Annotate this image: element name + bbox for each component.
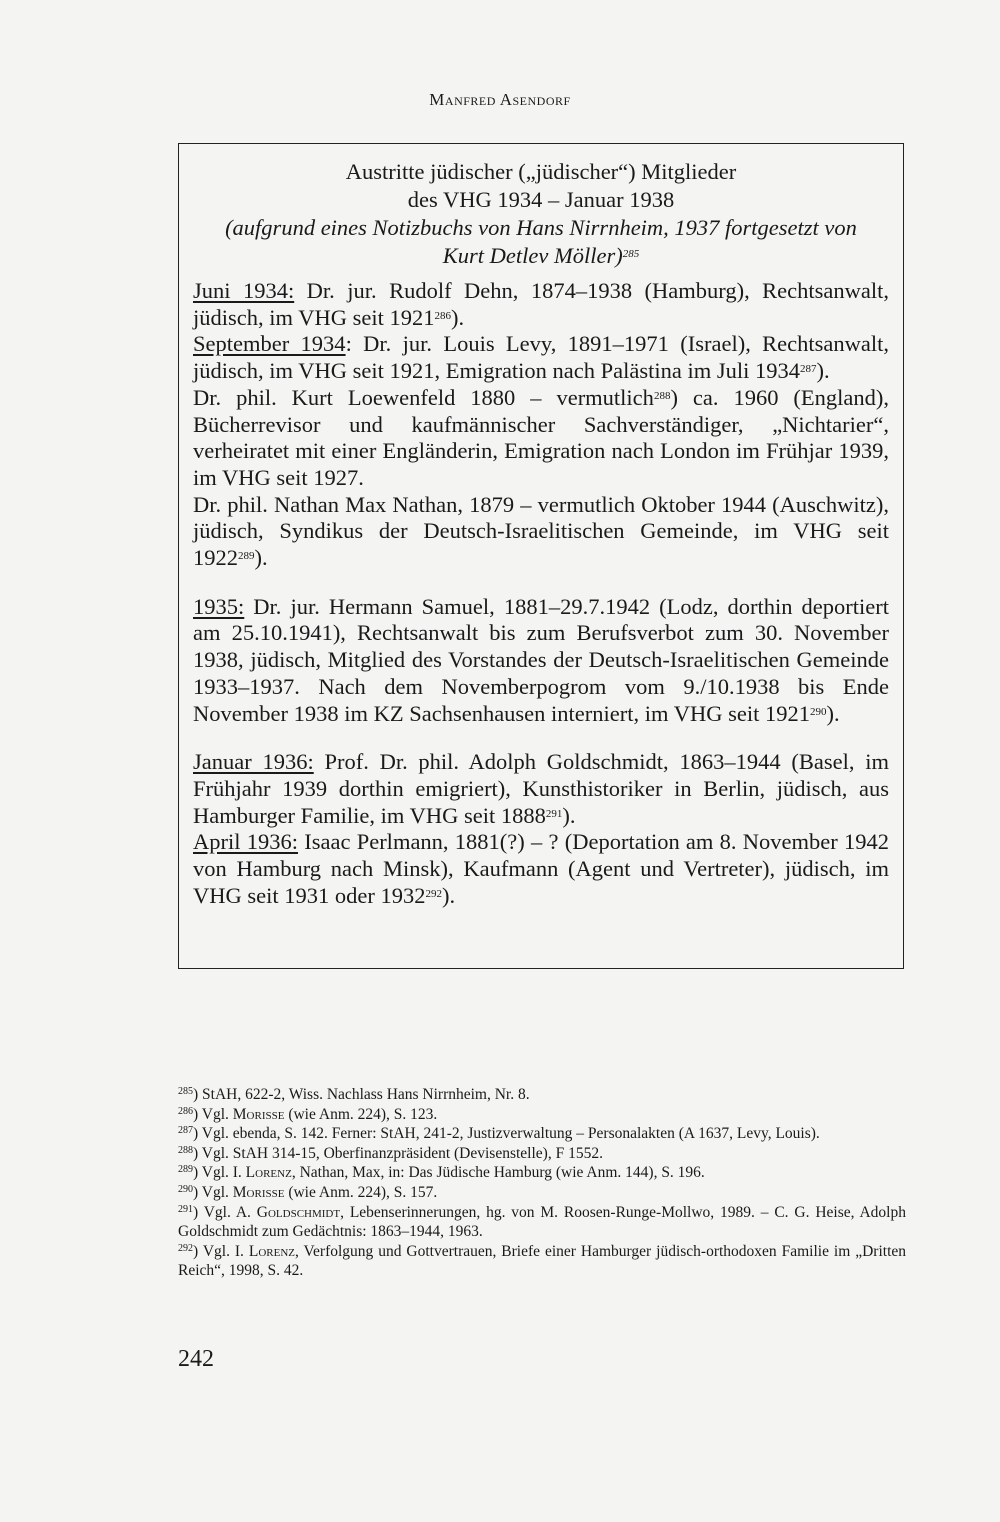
footnote-text: ) Vgl. A. — [193, 1203, 257, 1221]
entry-nathan — [193, 492, 889, 572]
footnote-text: ) Vgl. ebenda, S. 142. Ferner: StAH, 241-2, Justizverwaltung – Personalakten (A 1637, Levy, Louis). — [193, 1125, 820, 1143]
footnote-289 — [178, 1163, 906, 1183]
entry-levy — [193, 331, 889, 384]
author-name: Lorenz — [245, 1164, 292, 1182]
footnote-number: 285 — [178, 1086, 193, 1097]
title-line-2: des VHG 1934 – Januar 1938 — [407, 187, 675, 212]
entry-text: Dr. jur. Rudolf Dehn, 1874–1938 (Hamburg), Rechtsanwalt, jüdisch, im VHG seit 1921 — [193, 278, 889, 330]
subtitle-line-1: (aufgrund eines Notizbuchs von Hans Nirrnheim, 1937 fortgesetzt von — [225, 215, 857, 240]
author-name: Morisse — [232, 1183, 285, 1201]
entry-date: September 1934 — [193, 331, 346, 357]
subtitle-line-2-text: Kurt Detlev Möller) — [442, 243, 623, 268]
footnote-number: 291 — [178, 1203, 193, 1215]
footnote-287 — [178, 1124, 906, 1144]
footnote-ref: 289 — [238, 550, 255, 563]
section-gap — [193, 727, 889, 749]
title-line-1: Austritte jüdischer („jüdischer“) Mitglieder — [345, 159, 737, 184]
entry-date: Juni 1934: — [193, 278, 295, 303]
author-name: Morisse — [232, 1105, 285, 1123]
footnote-text: ) Vgl. — [193, 1183, 233, 1201]
footnote-text: ) Vgl. I. — [193, 1242, 249, 1260]
footnote-text: ) StAH, 622-2, Wiss. Nachlass Hans Nirrnheim, Nr. 8. — [193, 1086, 530, 1103]
footnote-291 — [178, 1203, 906, 1242]
entry-list — [193, 278, 889, 909]
footnote-text-rest: , Nathan, Max, in: Das Jüdische Hamburg (wie Anm. 144), S. 196. — [291, 1164, 705, 1182]
entry-text: Dr. phil. Nathan Max Nathan, 1879 – vermutlich Oktober 1944 (Auschwitz), jüdisch, Syndikus der Deutsch-Israelitischen Gemeinde, im VHG seit 1922 — [193, 491, 889, 571]
footnote-ref: 291 — [545, 807, 563, 820]
footnote-text-rest: , Verfolgung und Gottvertrauen, Briefe einer Hamburger jüdisch-orthodoxen Familie im „Dritten Reich“, 1998, S. 42. — [178, 1242, 906, 1280]
entry-text: Isaac Perlmann, 1881(?) – ? (Deportation am 8. November 1942 von Hamburg nach Minsk), Kaufmann (Agent und Vertreter), jüdisch, im VHG seit 1931 oder 1932 — [193, 829, 889, 908]
footnote-ref: 290 — [809, 705, 827, 718]
footnotes — [178, 1085, 906, 1281]
footnote-285 — [178, 1085, 906, 1105]
entry-tail: ). — [450, 304, 465, 330]
footnote-text-rest: , Lebenserinnerungen, hg. von M. Roosen-Runge-Mollwo, 1989. – C. G. Heise, Adolph Goldschmidt zum Gedächtnis: 1863–1944, 1963. — [178, 1203, 906, 1241]
footnote-ref: 287 — [800, 363, 817, 376]
entry-text: Dr. phil. Kurt Loewenfeld 1880 – vermutlich — [193, 384, 654, 410]
entry-goldschmidt — [193, 749, 889, 829]
entry-loewenfeld — [193, 385, 889, 492]
footnote-text-rest: (wie Anm. 224), S. 123. — [284, 1105, 438, 1123]
entry-tail: ). — [254, 545, 268, 571]
entry-perlmann — [193, 829, 889, 909]
entry-date: Januar 1936: — [193, 749, 314, 775]
footnote-292 — [178, 1242, 906, 1281]
footnote-text: ) Vgl. I. — [193, 1164, 246, 1182]
footnote-text: ) Vgl. StAH 314-15, Oberfinanzpräsident (Devisenstelle), F 1552. — [193, 1144, 603, 1162]
footnote-286 — [178, 1105, 906, 1125]
author-name: Lorenz — [248, 1242, 296, 1260]
page-number: 242 — [178, 1346, 214, 1372]
footnote-ref: 285 — [622, 248, 640, 260]
subtitle-line-2 — [193, 242, 889, 270]
footnote-ref: 292 — [425, 887, 442, 900]
section-gap — [193, 572, 889, 594]
entry-tail: ). — [562, 802, 576, 828]
footnote-number: 289 — [178, 1164, 193, 1176]
entry-date: April 1936: — [193, 829, 298, 855]
entry-tail: ). — [816, 358, 830, 384]
author-name: Goldschmidt — [256, 1203, 341, 1221]
entry-text: : Dr. jur. Louis Levy, 1891–1971 (Israel), Rechtsanwalt, jüdisch, im VHG seit 1921, Emigration nach Palästina im Juli 1934 — [193, 331, 890, 384]
footnote-number: 290 — [178, 1183, 193, 1195]
entry-tail: ). — [826, 700, 840, 726]
running-head: Manfred Asendorf — [429, 90, 571, 109]
footnote-288 — [178, 1144, 906, 1164]
entry-tail: ) ca. 1960 (England), Bücherrevisor und kaufmännischer Sachverständiger, „Nichtarier“, verheiratet mit einer Engländerin, Emigration nach London im Frühjar 1939, im VHG seit 1927. — [193, 384, 890, 490]
footnote-ref: 286 — [434, 309, 451, 322]
entry-text: Dr. jur. Hermann Samuel, 1881–29.7.1942 (Lodz, dorthin deportiert am 25.10.1941), Rechtsanwalt bis zum Berufsverbot zum 30. November 1938, jüdisch, Mitglied des Vorstandes der Deutsch-Israelitischen Gemeinde 1933–1937. Nach dem Novemberpogrom vom 9./10.1938 bis Ende November 1938 im KZ Sachsenhausen interniert, im VHG seit 1921 — [193, 593, 889, 726]
footnote-290 — [178, 1183, 906, 1203]
footnote-number: 292 — [178, 1242, 193, 1254]
entry-text: Prof. Dr. phil. Adolph Goldschmidt, 1863–1944 (Basel, im Frühjahr 1939 dorthin emigriert), Kunsthistoriker in Berlin, jüdisch, aus Hamburger Familie, im VHG seit 1888 — [193, 749, 889, 828]
entry-date: 1935: — [193, 593, 245, 619]
footnote-number: 287 — [178, 1125, 193, 1137]
entry-samuel — [193, 594, 889, 728]
footnote-number: 286 — [178, 1105, 193, 1117]
entry-tail: ). — [441, 882, 456, 908]
footnote-text: ) Vgl. — [193, 1105, 233, 1123]
box-title — [193, 158, 889, 270]
footnote-number: 288 — [178, 1144, 193, 1156]
footnote-ref: 288 — [653, 389, 671, 402]
entry-dehn — [193, 278, 889, 331]
boxed-member-list — [178, 143, 904, 969]
footnote-text-rest: (wie Anm. 224), S. 157. — [284, 1183, 438, 1201]
